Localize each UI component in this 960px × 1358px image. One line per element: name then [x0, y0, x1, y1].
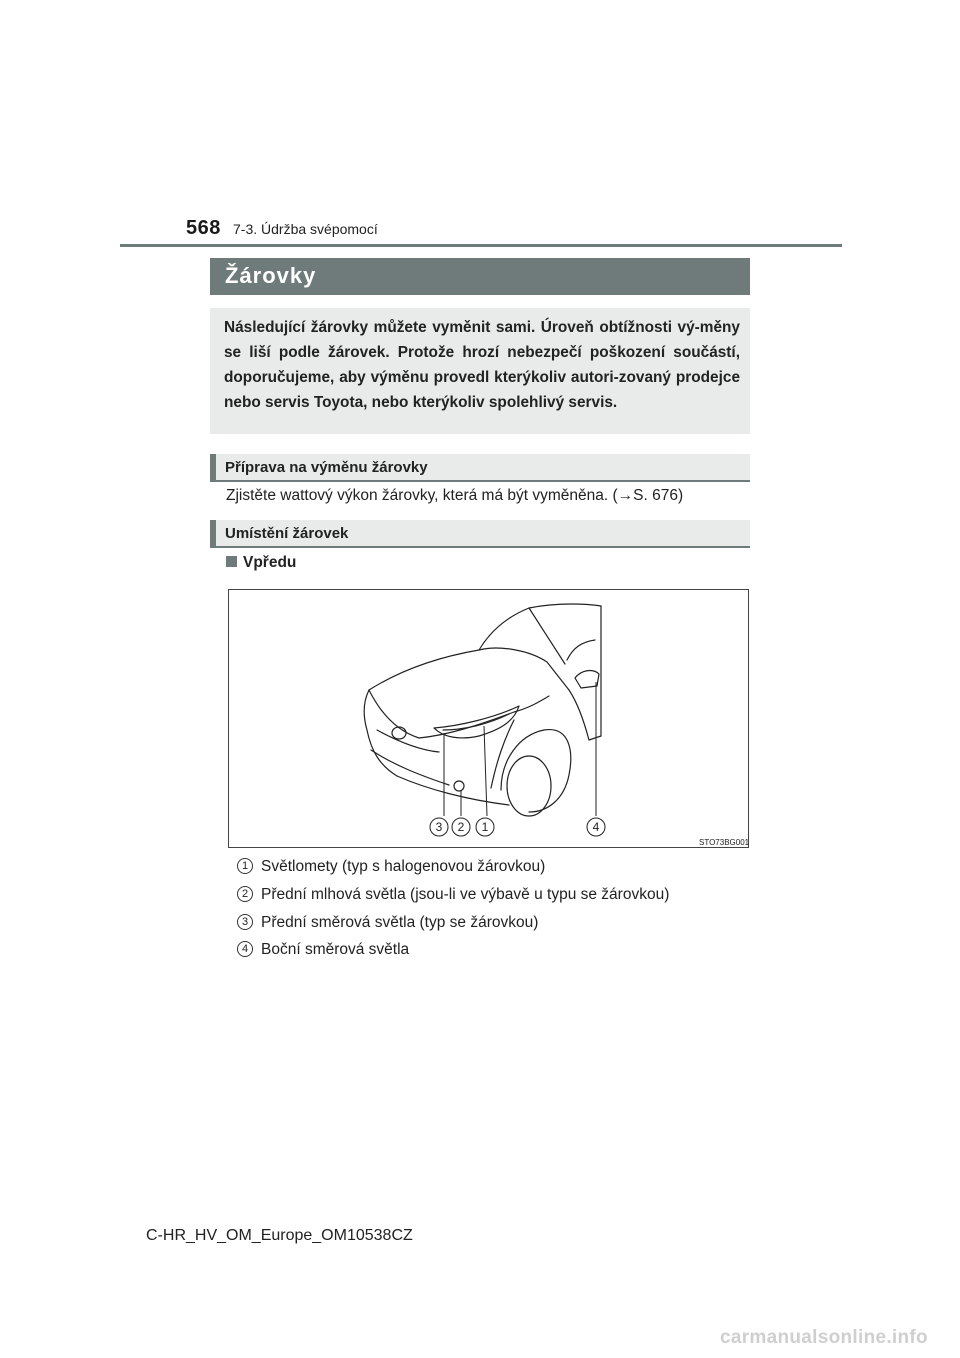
car-roof-outline: [369, 604, 601, 690]
intro-text: Následující žárovky můžete vyměnit sami. Úroveň obtížnosti vý-měny se liší podle žárovek. Protože hrozí nebezpečí poškození součástí, doporučujeme, aby výměnu provedl kterýkoliv autori-zovaný prodejce nebo servis Toyota, nebo kterýkoliv spolehlivý servis.: [224, 319, 740, 411]
leader-line-1: [484, 726, 487, 816]
fog-light-icon: [454, 781, 464, 791]
section-breadcrumb: 7-3. Údržba svépomocí: [233, 221, 378, 237]
hood-edge: [369, 690, 549, 738]
car-front-illustration: [229, 590, 748, 847]
front-subheading: [226, 554, 296, 572]
side-mirror-icon: [575, 671, 599, 688]
item-number-badge: 1: [237, 858, 253, 874]
figure-code: STO73BG001: [699, 838, 750, 847]
item-number-badge: 2: [237, 886, 253, 902]
emblem-icon: [392, 727, 406, 739]
item-number-badge: 4: [237, 941, 253, 957]
item-text: Přední mlhová světla (jsou-li ve výbavě u typu se žárovkou): [261, 886, 670, 903]
section-heading-locations: [210, 520, 750, 548]
document-id: C-HR_HV_OM_Europe_OM10538CZ: [146, 1227, 413, 1244]
callout-3: 3: [435, 820, 443, 834]
wheel-arch: [501, 730, 571, 812]
side-window-line: [567, 640, 595, 660]
car-front-figure: [228, 589, 749, 848]
item-text: Přední směrová světla (typ se žárovkou): [261, 914, 539, 931]
item-text: Boční směrová světla: [261, 941, 410, 958]
item-text: Světlomety (typ s halogenovou žárovkou): [261, 858, 546, 875]
page-number: 568: [186, 217, 221, 239]
title-bar: [210, 258, 750, 295]
front-subheading-text: Vpředu: [243, 554, 297, 571]
windshield-base: [479, 648, 569, 690]
watermark: carmanualsonline.info: [720, 1327, 928, 1348]
callout-1: 1: [481, 820, 489, 834]
section-heading-preparation: [210, 454, 750, 482]
callout-4: 4: [592, 820, 600, 834]
intro-box: [210, 308, 750, 434]
grille-lower: [371, 750, 449, 785]
callout-2: 2: [457, 820, 465, 834]
preparation-text: Zjistěte wattový výkon žárovky, která má být vyměněna. (→S. 676): [226, 487, 684, 504]
section-heading-text: Umístění žárovek: [225, 525, 349, 542]
page-title: Žárovky: [225, 263, 317, 288]
square-bullet-icon: [226, 556, 237, 567]
item-number-badge: 3: [237, 914, 253, 930]
section-heading-text: Příprava na výměnu žárovky: [225, 459, 428, 476]
header-divider: [120, 244, 842, 247]
front-wheel-icon: [507, 756, 551, 816]
